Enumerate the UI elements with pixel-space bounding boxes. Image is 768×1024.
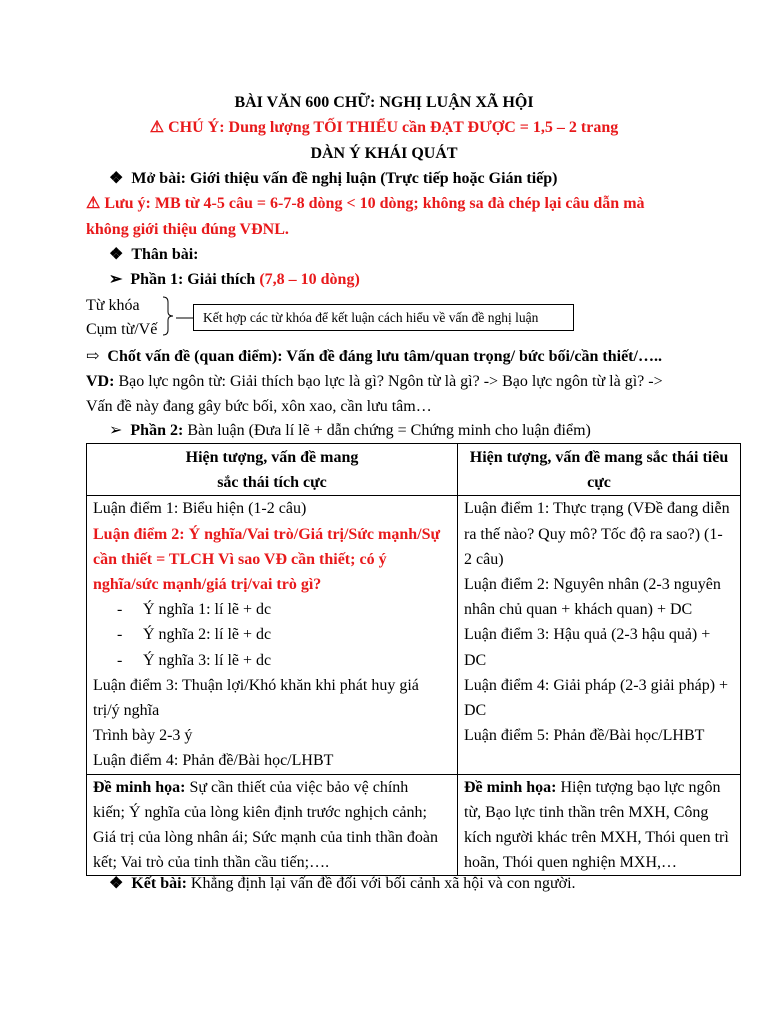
positive-point-2-line-3: nghĩa/sức mạnh/giá trị/vai trò gì? [93,576,322,594]
part1-heading [109,270,360,290]
negative-header-line-1: Hiện tượng, vấn đề mang sắc thái tiêu [469,449,729,466]
positive-header [87,444,458,496]
negative-example-line-3: kích người khác trên MXH, Thói quen trì [464,829,729,847]
intro-note-line-2: không giới thiệu đúng VĐNL. [86,221,289,238]
meaning-item-3 [93,648,451,673]
meaning-item-3-text: Ý nghĩa 3: lí lẽ + dc [143,651,272,669]
meaning-item-1-text: Ý nghĩa 1: lí lẽ + dc [143,601,272,619]
positive-example-line-1 [93,775,451,800]
example-line-1 [86,372,663,392]
negative-example-line-1 [464,775,734,800]
negative-point-4-line-1: Luận điểm 4: Giải pháp (2-3 giải pháp) + [464,676,729,694]
capacity-warning: ⚠ CHÚ Ý: Dung lượng TỐI THIỂU cần ĐẠT ĐƯỢC = 1,5 – 2 trang [149,119,619,136]
part2-heading [109,421,591,441]
negative-point-2-line-2: nhân chủ quan + khách quan) + DC [464,601,693,619]
connector-line-icon [176,314,194,322]
negative-header-line-2: cực [587,474,611,492]
positive-point-2-line-1: Luận điểm 2: Ý nghĩa/Vai trò/Giá trị/Sức mạnh/Sự [93,525,441,543]
positive-header-line-1: Hiện tượng, vấn đề mang [185,449,359,466]
negative-points-cell [458,496,741,774]
positive-points-cell [87,496,458,774]
keyword-summary-box: Kết hợp các từ khóa để kết luận cách hiểu về vấn đề nghị luận [193,304,574,331]
intro-heading [109,169,558,189]
intro-note-line-1: ⚠ Lưu ý: MB từ 4-5 câu = 6-7-8 dòng < 10 dòng; không sa đà chép lại câu dẫn mà [86,195,645,212]
negative-point-4-line-2: DC [464,702,487,720]
conclusion-text: Khẳng định lại vấn đề đối với bối cảnh xã hội và con người. [186,875,576,892]
positive-point-1: Luận điểm 1: Biểu hiện (1-2 câu) [93,500,307,518]
outline-subtitle: DÀN Ý KHÁI QUÁT [310,145,458,162]
part2-label: Phần 2: [130,422,184,439]
positive-point-3-line-2: trị/ý nghĩa [93,702,160,720]
positive-example-line-3: Giá trị của lòng nhân ái; Sức mạnh của tinh thần đoàn [93,829,439,847]
negative-point-2-line-1: Luận điểm 2: Nguyên nhân (2-3 nguyên [464,576,721,594]
negative-header [458,444,741,496]
curly-brace-icon [161,296,175,336]
part2-text: Bàn luận (Đưa lí lẽ + dẫn chứng = Chứng minh cho luận điểm) [183,422,591,439]
negative-example-line-1-text: Hiện tượng bạo lực ngôn [556,778,721,796]
conclusion-label: Kết bài: [131,875,187,892]
part1-label: Phần 1: Giải thích [130,271,256,288]
phrase-label: Cụm từ/Vế [86,321,158,338]
negative-point-1-line-2: ra thế nào? Quy mô? Tốc độ ra sao?) (1- [464,525,723,543]
table-header-row [87,444,741,496]
example-topic-label: Đề minh họa: [464,778,557,796]
example-line-1-text: Bạo lực ngôn từ: Giải thích bạo lực là gì? Ngôn từ là gì? -> Bạo lực ngôn từ là gì? -> [114,373,663,390]
positive-header-line-2: sắc thái tích cực [217,474,327,492]
body-heading [109,245,198,265]
table-row [87,774,741,876]
intro-heading-text: Mở bài: Giới thiệu vấn đề nghị luận (Trực tiếp hoặc Gián tiếp) [131,170,558,187]
keyword-label: Từ khóa [86,297,140,314]
negative-point-5: Luận điểm 5: Phản đề/Bài học/LHBT [464,727,705,745]
present-ideas-note: Trình bày 2-3 ý [93,727,193,745]
argument-table [86,443,741,876]
negative-point-3-line-1: Luận điểm 3: Hậu quả (2-3 hậu quả) + [464,626,711,644]
negative-point-3-line-2: DC [464,651,487,669]
example-topic-label: Đề minh họa: [93,778,186,796]
negative-example-line-2: từ, Bạo lực tinh thần trên MXH, Công [464,803,709,821]
meaning-item-2 [93,622,451,647]
arrow-bullet-icon: ➢ [109,422,123,439]
positive-example-line-1-text: Sự cần thiết của việc bảo vệ chính [185,778,409,796]
positive-example-line-2: kiến; Ý nghĩa của lòng kiên định trước nghịch cảnh; [93,803,427,821]
table-row [87,496,741,774]
part1-length: (7,8 – 10 dòng) [259,271,360,288]
positive-point-3-line-1: Luận điểm 3: Thuận lợi/Khó khăn khi phát huy giá [93,676,419,694]
body-heading-text: Thân bài: [131,246,199,263]
conclusion-heading [109,874,576,894]
hollow-arrow-icon: ⇨ [86,348,100,365]
conclusion-point [86,347,662,367]
negative-example-line-4: hoãn, Thói quen nghiện MXH,… [464,854,678,872]
example-line-2: Vấn đề này đang gây bức bối, xôn xao, cần lưu tâm… [86,398,432,415]
negative-point-1-line-1: Luận điểm 1: Thực trạng (VĐề đang diễn [464,500,730,518]
positive-point-4: Luận điểm 4: Phản đề/Bài học/LHBT [93,752,334,770]
meaning-item-1 [93,597,451,622]
dash-icon: - [117,626,123,644]
dash-icon: - [117,601,123,619]
positive-example-cell [87,774,458,876]
dash-icon: - [117,651,123,669]
conclusion-point-text: Chốt vấn đề (quan điểm): Vấn đề đáng lưu tâm/quan trọng/ bức bối/cần thiết/….. [107,348,662,365]
example-label: VD: [86,373,115,390]
diamond-bullet-icon: ❖ [109,170,124,187]
negative-point-1-line-3: 2 câu) [464,550,504,568]
page-title: BÀI VĂN 600 CHỮ: NGHỊ LUẬN XÃ HỘI [234,94,534,111]
arrow-bullet-icon: ➢ [109,271,123,288]
positive-example-line-4: kết; Vai trò của tinh thần cầu tiến;…. [93,854,330,872]
negative-example-cell [458,774,741,876]
diamond-bullet-icon: ❖ [109,246,124,263]
positive-point-2-line-2: cần thiết = TLCH Vì sao VĐ cần thiết; có ý [93,550,387,568]
diamond-bullet-icon: ❖ [109,875,124,892]
meaning-item-2-text: Ý nghĩa 2: lí lẽ + dc [143,626,272,644]
